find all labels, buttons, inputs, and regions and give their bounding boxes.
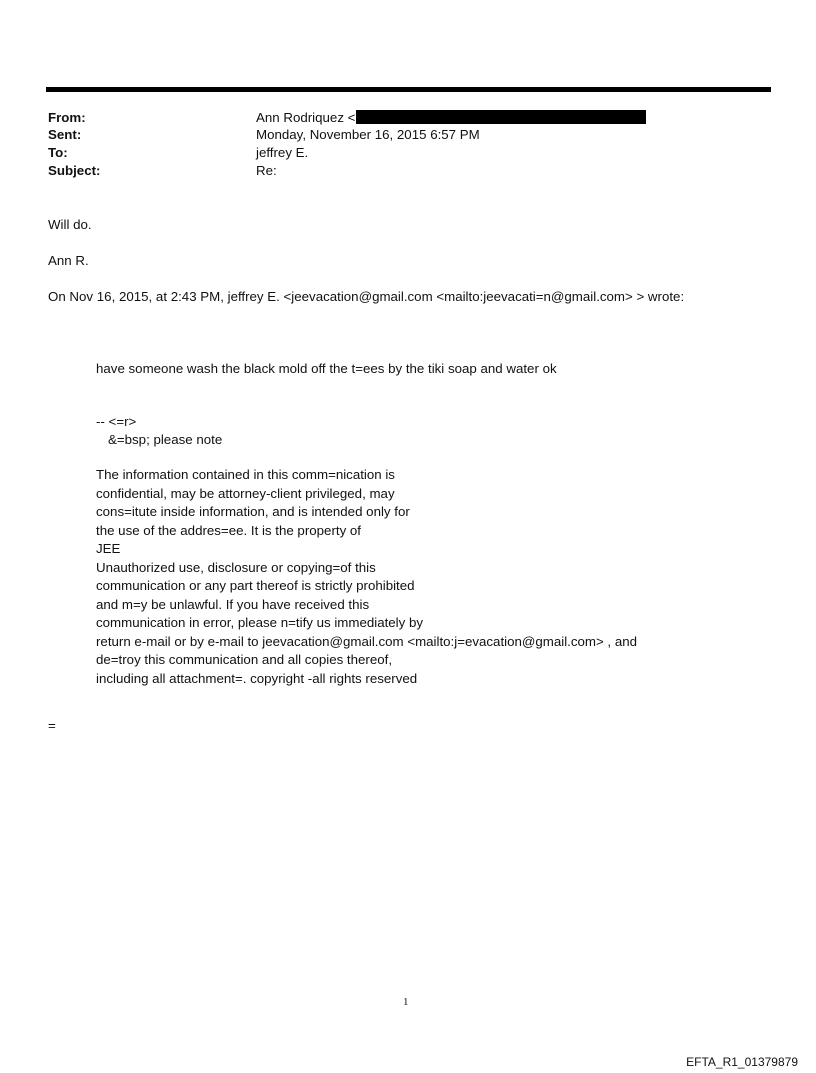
disclaimer-line: de=troy this communication and all copies thereof, [96, 652, 393, 667]
page-number: 1 [403, 996, 409, 1008]
redaction-bar [356, 110, 646, 124]
disclaimer-line: communication or any part thereof is strictly prohibited [96, 578, 415, 593]
quoted-message: have someone wash the black mold off the t=ees by the tiki soap and water ok [96, 361, 557, 376]
disclaimer-line: the use of the addres=ee. It is the property of [96, 522, 361, 538]
subject-value: Re: [256, 163, 277, 178]
from-value [256, 109, 646, 127]
disclaimer-line: and m=y be unlawful. If you have received this [96, 596, 370, 612]
disclaimer-line: Unauthorized use, disclosure or copying=of this [96, 559, 376, 575]
sent-label: Sent: [48, 127, 82, 142]
trailing-char: = [48, 718, 56, 733]
disclaimer-block [96, 466, 637, 688]
disclaimer-line: cons=itute inside information, and is intended only for [96, 504, 410, 519]
disclaimer-line: including all attachment=. copyright -all rights reserved [96, 670, 418, 686]
subject-label: Subject: [48, 163, 101, 178]
disclaimer-line: confidential, may be attorney-client privileged, may [96, 485, 395, 501]
signature-text: Ann R. [48, 253, 89, 268]
from-label: From: [48, 110, 86, 125]
bates-number: EFTA_R1_01379879 [686, 1055, 798, 1069]
sig-line-1: -- <=r> [96, 414, 137, 429]
to-value: jeffrey E. [256, 145, 309, 160]
disclaimer-line: communication in error, please n=tify us immediately by [96, 615, 424, 630]
sent-value: Monday, November 16, 2015 6:57 PM [256, 127, 480, 142]
disclaimer-line: return e-mail or by e-mail to jeevacation@gmail.com <mailto:j=evacation@gmail.com> , and [96, 633, 638, 649]
header-rule [46, 87, 771, 92]
disclaimer-line: The information contained in this comm=nication is [96, 467, 395, 482]
from-name: Ann Rodriquez < [256, 110, 356, 125]
sig-line-2: &=bsp; please note [108, 432, 223, 447]
reply-text: Will do. [48, 217, 92, 232]
disclaimer-line: JEE [96, 541, 121, 556]
quote-intro: On Nov 16, 2015, at 2:43 PM, jeffrey E. <jeevacation@gmail.com <mailto:jeevacati=n@gmail.com> > wrote: [48, 289, 685, 304]
to-label: To: [48, 145, 68, 160]
